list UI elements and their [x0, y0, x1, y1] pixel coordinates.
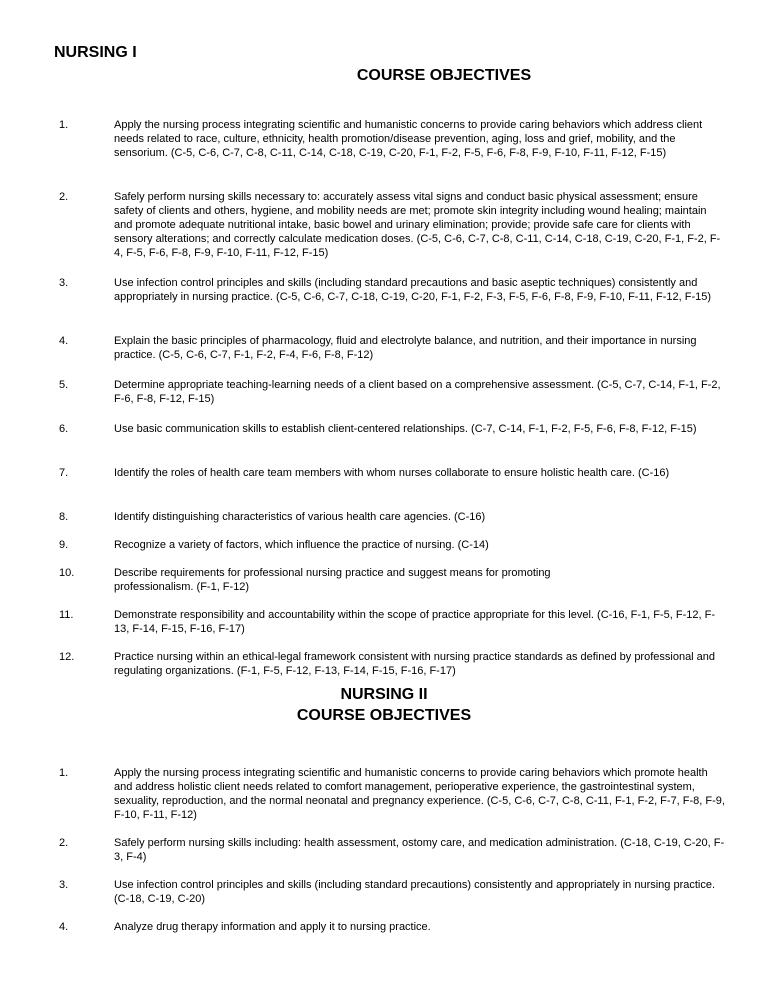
objective-number: 9. [59, 539, 69, 551]
objective-number: 2. [59, 837, 69, 849]
objective-number: 2. [59, 191, 69, 203]
objective-text: Apply the nursing process integrating scientific and humanistic concerns to provide caring behaviors which address client needs related to race, culture, ethnicity, health promotion/disease prevention, aging, loss and grief, mobility, and the sensorium. (C-5, C-6, C-7, C-8, C-11, C-14, C-18, C-19, C-20, F-1, F-2, F-5, F-6, F-8, F-9, F-10, F-11, F-12, F-15) [114, 119, 703, 159]
objective-number: 3. [59, 277, 69, 289]
objective-text: Safely perform nursing skills necessary to: accurately assess vital signs and conduct basic physical assessment; ensure safety of clients and others, hygiene, and mobility needs are met; promote skin integrity including wound healing; maintain and promote adequate nutritional intake, basic bowel and urinary elimination; provide; provide safe care for clients with sensory alterations; and correctly calculate medication doses. (C-5, C-6, C-7, C-8, C-11, C-14, C-18, C-19, C-20, F-1, F-2, F-4, F-5, F-6, F-8, F-9, F-10, F-11, F-12, F-15) [114, 191, 721, 259]
objective-text: Safely perform nursing skills including: health assessment, ostomy care, and medication administration. (C-18, C-19, C-20, F-3, F-4) [114, 837, 725, 863]
objective-text: Use infection control principles and skills (including standard precautions and basic aseptic techniques) consistently and appropriately in nursing practice. (C-5, C-6, C-7, C-18, C-19, C-20, F-1, F-2, F-3, F-5, F-6, F-8, F-9, F-10, F-11, F-12, F-15) [114, 277, 712, 303]
course-objectives-heading-1: COURSE OBJECTIVES [356, 67, 532, 84]
objective-text: Demonstrate responsibility and accountability within the scope of practice appropriate for this level. (C-16, F-1, F-5, F-12, F-13, F-14, F-15, F-16, F-17) [114, 609, 715, 635]
objective-number: 12. [59, 651, 75, 663]
objective-number: 8. [59, 511, 69, 523]
objective-text: Use infection control principles and skills (including standard precautions) consistently and appropriately in nursing practice. (C-18, C-19, C-20) [114, 879, 716, 905]
objective-number: 5. [59, 379, 69, 391]
objective-text: Practice nursing within an ethical-legal framework consistent with nursing practice standards as defined by professional and regulating organizations. (F-1, F-5, F-12, F-13, F-14, F-15, F-16, F-17) [114, 651, 716, 677]
objective-number: 10. [59, 567, 75, 579]
objective-number: 1. [59, 119, 69, 131]
objective-number: 7. [59, 467, 69, 479]
course-objectives-heading-2: COURSE OBJECTIVES [296, 707, 472, 724]
objective-number: 4. [59, 335, 69, 347]
objective-number: 4. [59, 921, 69, 933]
objective-text: Identify the roles of health care team members with whom nurses collaborate to ensure holistic health care. (C-16) [114, 467, 670, 479]
course-title-nursing-2: NURSING II [340, 686, 428, 703]
objective-text: Use basic communication skills to establish client-centered relationships. (C-7, C-14, F-1, F-2, F-5, F-6, F-8, F-12, F-15) [114, 423, 697, 435]
objective-number: 3. [59, 879, 69, 891]
objective-text: Recognize a variety of factors, which influence the practice of nursing. (C-14) [114, 539, 489, 551]
objective-text: Identify distinguishing characteristics of various health care agencies. (C-16) [114, 511, 486, 523]
objective-number: 6. [59, 423, 69, 435]
objective-text: Explain the basic principles of pharmacology, fluid and electrolyte balance, and nutrition, and their importance in nursing practice. (C-5, C-6, C-7, F-1, F-2, F-4, F-6, F-8, F-12) [114, 335, 697, 361]
objective-number: 11. [59, 609, 74, 621]
objective-number: 1. [59, 767, 69, 779]
objective-text: Analyze drug therapy information and apply it to nursing practice. [114, 921, 431, 933]
objective-text: Apply the nursing process integrating scientific and humanistic concerns to provide caring behaviors which promote health and address holistic client needs related to comfort management, perioperative experience, the gastrointestinal system, sexuality, reproduction, and the normal neonatal and pregnancy experience. (C-5, C-6, C-7, C-8, C-11, F-1, F-2, F-7, F-8, F-9, F-10, F-11, F-12) [114, 767, 725, 821]
objective-text: Describe requirements for professional nursing practice and suggest means for promoting professionalism. (F-1, F-12) [114, 567, 551, 593]
objective-text: Determine appropriate teaching-learning needs of a client based on a comprehensive assessment. (C-5, C-7, C-14, F-1, F-2, F-6, F-8, F-12, F-15) [114, 379, 721, 405]
course-title-nursing-1: NURSING I [54, 44, 137, 61]
